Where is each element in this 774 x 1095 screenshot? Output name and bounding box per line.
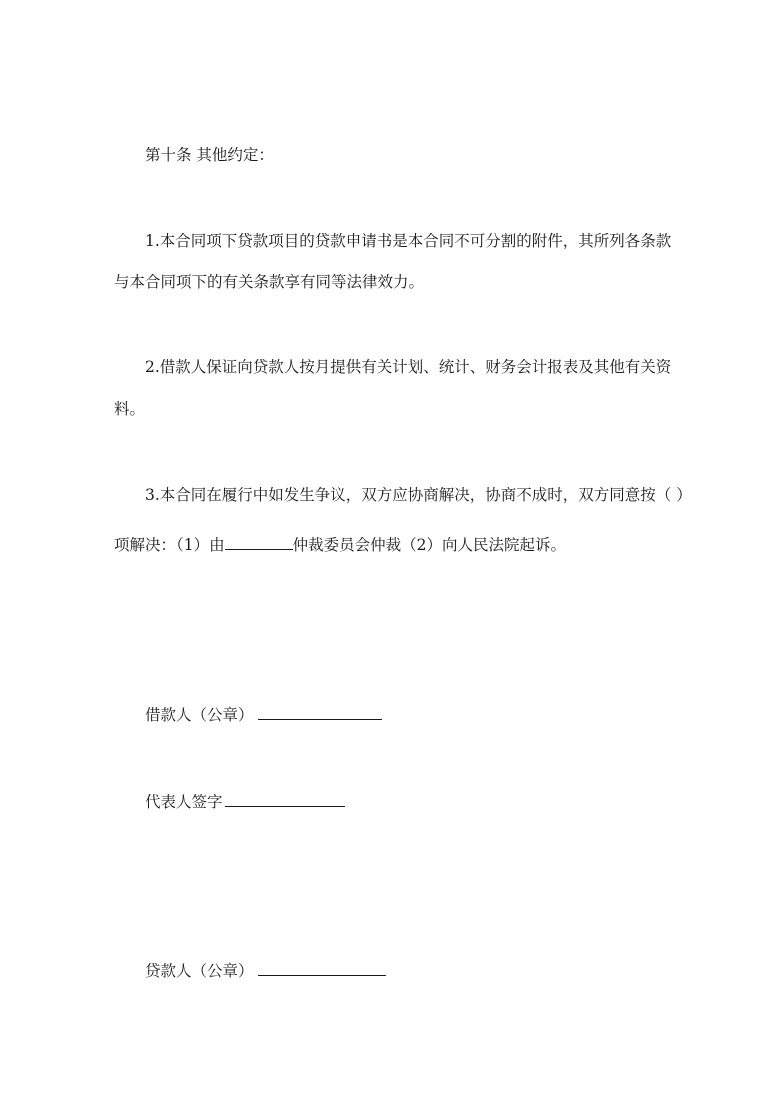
arbitration-blank — [225, 535, 293, 550]
clause-2-line-2: 料。 — [114, 400, 146, 418]
clause-3-line-1: 3.本合同在履行中如发生争议，双方应协商解决，协商不成时，双方同意按（ ） — [145, 486, 692, 504]
lender-label: 贷款人（公章） — [145, 962, 254, 980]
article-heading: 第十条 其他约定： — [145, 146, 274, 164]
clause-3-line-2-prefix: 项解决：（1）由 — [114, 536, 225, 554]
lender-seal-line — [145, 961, 386, 981]
clause-3-line-2 — [114, 535, 566, 555]
borrower-label: 借款人（公章） — [145, 706, 254, 724]
clause-1-line-1: 1.本合同项下贷款项目的贷款申请书是本合同不可分割的附件，其所列各条款 — [145, 232, 672, 250]
clause-1-line-2: 与本合同项下的有关条款享有同等法律效力。 — [114, 273, 425, 291]
borrower-seal-line — [145, 705, 382, 725]
lender-seal-blank — [258, 961, 386, 976]
clause-3-line-2-suffix: 仲裁委员会仲裁（2）向人民法院起诉。 — [292, 536, 566, 554]
clause-2-line-1: 2.借款人保证向贷款人按月提供有关计划、统计、财务会计报表及其他有关资 — [145, 358, 672, 376]
borrower-seal-blank — [258, 705, 382, 720]
representative-signature-line — [145, 792, 345, 812]
representative-signature-blank — [225, 792, 345, 807]
representative-label: 代表人签字 — [145, 793, 223, 811]
